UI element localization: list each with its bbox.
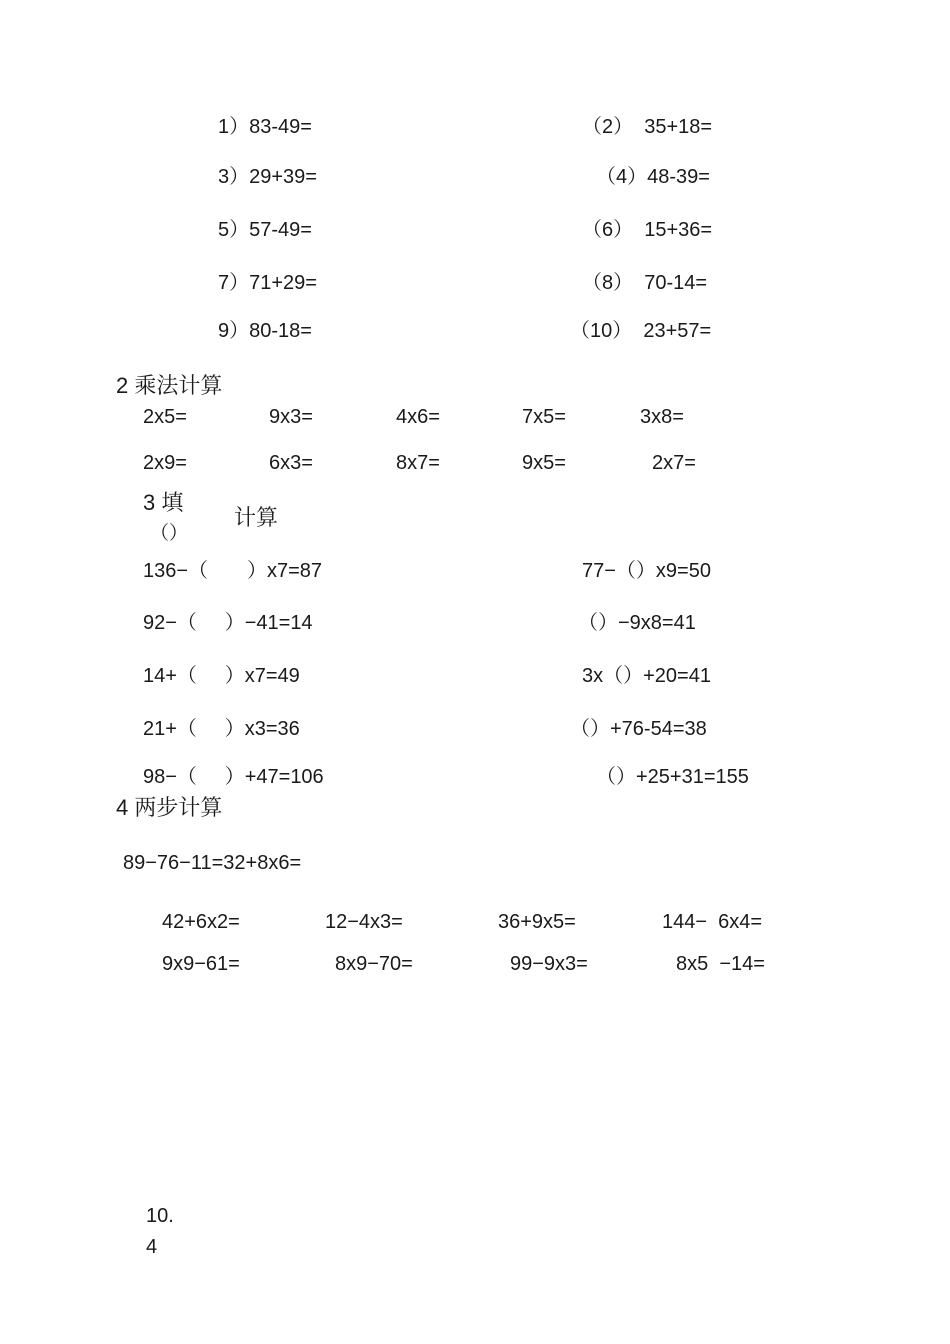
section-3-title-suffix: 计算	[234, 505, 279, 530]
fill-problem: 77−（）x9=50	[582, 560, 711, 582]
two-step-problem: 12−4x3=	[325, 911, 403, 933]
footer-line-1: 10.	[146, 1205, 174, 1227]
fill-problem: （）+76-54=38	[570, 718, 707, 740]
problem-4: （4）48-39=	[596, 166, 710, 188]
two-step-problem: 36+9x5=	[498, 911, 576, 933]
mult-problem: 3x8=	[640, 406, 684, 428]
fill-problem: 136−（ ）x7=87	[143, 560, 322, 582]
two-step-problem: 99−9x3=	[510, 953, 588, 975]
section-3-title-bracket: （）	[150, 523, 189, 544]
fill-problem: （）−9x8=41	[578, 612, 696, 634]
mult-problem: 2x5=	[143, 406, 187, 428]
two-step-problem: 42+6x2=	[162, 911, 240, 933]
problem-3: 3）29+39=	[218, 166, 317, 188]
fill-problem: （）+25+31=155	[596, 766, 749, 788]
mult-problem: 4x6=	[396, 406, 440, 428]
two-step-problem: 8x9−70=	[335, 953, 413, 975]
problem-8: （8） 70-14=	[582, 272, 708, 294]
problem-6: （6） 15+36=	[582, 219, 713, 241]
problem-1: 1）83-49=	[218, 116, 312, 138]
problem-7: 7）71+29=	[218, 272, 317, 294]
two-step-problem: 8x5 −14=	[676, 953, 765, 975]
mult-problem: 2x7=	[652, 452, 696, 474]
section-4-title: 4 两步计算	[116, 795, 223, 820]
section-2-title: 2 乘法计算	[116, 373, 223, 398]
fill-problem: 3x（）+20=41	[582, 665, 711, 687]
mult-problem: 2x9=	[143, 452, 187, 474]
mult-problem: 8x7=	[396, 452, 440, 474]
fill-problem: 21+（ ）x3=36	[143, 718, 300, 740]
problem-2: （2） 35+18=	[582, 116, 713, 138]
fill-problem: 14+（ ）x7=49	[143, 665, 300, 687]
mult-problem: 7x5=	[522, 406, 566, 428]
footer-line-2: 4	[146, 1236, 158, 1258]
two-step-problem: 9x9−61=	[162, 953, 240, 975]
section-3-title: 3 填	[143, 490, 184, 515]
fill-problem: 98−（ ）+47=106	[143, 766, 324, 788]
mult-problem: 6x3=	[269, 452, 313, 474]
problem-9: 9）80-18=	[218, 320, 312, 342]
mult-problem: 9x3=	[269, 406, 313, 428]
problem-5: 5）57-49=	[218, 219, 312, 241]
mult-problem: 9x5=	[522, 452, 566, 474]
two-step-problem: 144− 6x4=	[662, 911, 763, 933]
problem-10: （10） 23+57=	[570, 320, 712, 342]
fill-problem: 92−（ ）−41=14	[143, 612, 313, 634]
two-step-line: 89−76−11=32+8x6=	[123, 852, 302, 874]
